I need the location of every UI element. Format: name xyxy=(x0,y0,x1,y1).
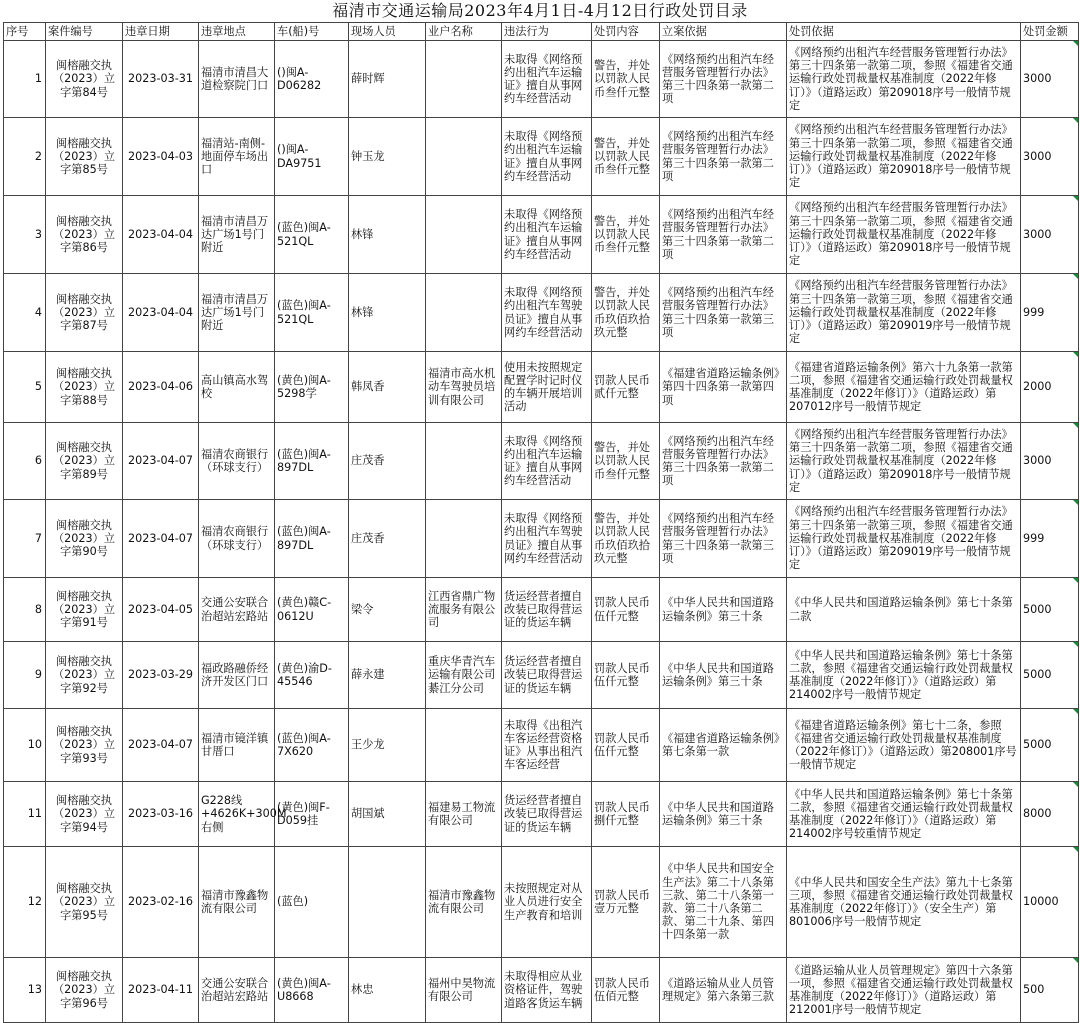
cell-date: 2023-04-06 xyxy=(123,352,199,423)
cell-officer: 胡国斌 xyxy=(349,782,426,847)
cell-officer: 庄茂香 xyxy=(349,423,426,500)
cell-location: 福清站-南侧-地面停车场出口 xyxy=(199,118,275,196)
cell-amount: 5000 xyxy=(1021,642,1079,709)
cell-company: 江西省鼎广物流服务有限公司 xyxy=(426,578,502,642)
cell-seq: 13 xyxy=(4,958,46,1023)
column-header: 序号 xyxy=(4,23,46,41)
cell-location: G228线+4626K+300M右侧 xyxy=(199,782,275,847)
cell-seq: 11 xyxy=(4,782,46,847)
cell-penalty: 警告，并处以罚款人民币玖佰玖拾玖元整 xyxy=(592,500,660,578)
cell-vehicle: (黄色)闽A-U8668 xyxy=(275,958,349,1023)
page-title: 福清市交通运输局2023年4月1日-4月12日行政处罚目录 xyxy=(332,1,748,20)
cell-location: 福清市清昌万达广场1号门附近 xyxy=(199,274,275,352)
cell-violation: 未按照规定对从业人员进行安全生产教育和培训 xyxy=(502,847,592,958)
cell-filing-basis: 《福建省道路运输条例》第七条第一款 xyxy=(660,709,787,782)
cell-officer: 王少龙 xyxy=(349,709,426,782)
cell-case-no: 闽榕融交执（2023）立字第90号 xyxy=(46,500,123,578)
penalty-table xyxy=(3,22,1079,1023)
column-header: 立案依据 xyxy=(660,23,787,41)
cell-penalty-basis: 《网络预约出租汽车经营服务管理暂行办法》第三十四条第一款第三项，参照《福建省交通运输行政处罚裁量权基准制度（2022年修订）》（道路运政）第209019序号一般情节规定 xyxy=(787,274,1021,352)
cell-date: 2023-04-04 xyxy=(123,196,199,274)
cell-vehicle: ()闽A-DA9751 xyxy=(275,118,349,196)
cell-date: 2023-04-07 xyxy=(123,709,199,782)
cell-seq: 4 xyxy=(4,274,46,352)
cell-vehicle: (蓝色) xyxy=(275,847,349,958)
cell-filing-basis: 《网络预约出租汽车经营服务管理暂行办法》第三十四条第一款第三项 xyxy=(660,500,787,578)
cell-date: 2023-03-29 xyxy=(123,642,199,709)
cell-penalty-basis: 《网络预约出租汽车经营服务管理暂行办法》第三十四条第一款第二项，参照《福建省交通运输行政处罚裁量权基准制度（2022年修订）》（道路运政）第209018序号一般情节规定 xyxy=(787,41,1021,118)
cell-date: 2023-04-11 xyxy=(123,958,199,1023)
cell-violation: 未取得相应从业资格证件，驾驶道路客货运车辆 xyxy=(502,958,592,1023)
cell-amount: 5000 xyxy=(1021,709,1079,782)
cell-penalty: 警告，并处以罚款人民币叁仟元整 xyxy=(592,196,660,274)
cell-penalty: 警告，并处以罚款人民币叁仟元整 xyxy=(592,41,660,118)
cell-date: 2023-04-05 xyxy=(123,578,199,642)
cell-filing-basis: 《中华人民共和国安全生产法》第二十八条第三款、第二十八条第一款、第二十八条第二款、第二十九条、第四十四条第一款 xyxy=(660,847,787,958)
cell-penalty: 罚款人民币捌仟元整 xyxy=(592,782,660,847)
column-header: 车(船)号 xyxy=(275,23,349,41)
cell-date: 2023-04-04 xyxy=(123,274,199,352)
cell-company xyxy=(426,274,502,352)
cell-violation: 货运经营者擅自改装已取得营运证的货运车辆 xyxy=(502,578,592,642)
cell-officer: 钟玉龙 xyxy=(349,118,426,196)
cell-seq: 9 xyxy=(4,642,46,709)
table-row xyxy=(4,958,1079,1023)
cell-seq: 7 xyxy=(4,500,46,578)
table-row xyxy=(4,500,1079,578)
cell-company xyxy=(426,709,502,782)
cell-case-no: 闽榕融交执（2023）立字第96号 xyxy=(46,958,123,1023)
cell-company xyxy=(426,41,502,118)
cell-case-no: 闽榕融交执（2023）立字第91号 xyxy=(46,578,123,642)
column-header: 业户名称 xyxy=(426,23,502,41)
cell-filing-basis: 《道路运输从业人员管理规定》第六条第三款 xyxy=(660,958,787,1023)
cell-penalty: 罚款人民币壹万元整 xyxy=(592,847,660,958)
cell-violation: 使用未按照规定配置学时记时仪的车辆开展培训活动 xyxy=(502,352,592,423)
cell-location: 福清市清昌大道检察院门口 xyxy=(199,41,275,118)
cell-officer: 梁令 xyxy=(349,578,426,642)
cell-penalty-basis: 《网络预约出租汽车经营服务管理暂行办法》第三十四条第一款第二项，参照《福建省交通运输行政处罚裁量权基准制度（2022年修订）》（道路运政）第209018序号一般情节规定 xyxy=(787,118,1021,196)
cell-filing-basis: 《中华人民共和国道路运输条例》第三十条 xyxy=(660,642,787,709)
cell-company: 福州中昊物流有限公司 xyxy=(426,958,502,1023)
cell-penalty-basis: 《中华人民共和国安全生产法》第九十七条第三项，参照《福建省交通运输行政处罚裁量权基准制度（2022年修订）》（安全生产）第801006序号一般情节规定 xyxy=(787,847,1021,958)
cell-company xyxy=(426,118,502,196)
cell-penalty-basis: 《中华人民共和国道路运输条例》第七十条第二款 xyxy=(787,578,1021,642)
cell-penalty-basis: 《中华人民共和国道路运输条例》第七十条第二款，参照《福建省交通运输行政处罚裁量权基准制度（2022年修订）》（道路运政）第214002序号较重情节规定 xyxy=(787,782,1021,847)
table-header-row xyxy=(4,23,1079,41)
cell-amount: 999 xyxy=(1021,500,1079,578)
cell-case-no: 闽榕融交执（2023）立字第93号 xyxy=(46,709,123,782)
cell-filing-basis: 《中华人民共和国道路运输条例》第三十条 xyxy=(660,782,787,847)
cell-location: 福清市豫鑫物流有限公司 xyxy=(199,847,275,958)
cell-amount: 3000 xyxy=(1021,196,1079,274)
cell-vehicle: (蓝色)闽A-521QL xyxy=(275,274,349,352)
cell-officer: 薛时辉 xyxy=(349,41,426,118)
cell-company xyxy=(426,500,502,578)
table-row xyxy=(4,642,1079,709)
cell-vehicle: (黄色)闽F-D059挂 xyxy=(275,782,349,847)
cell-penalty-basis: 《福建省道路运输条例》第六十九条第一款第二项，参照《福建省交通运输行政处罚裁量权基准制度（2022年修订）》（道路运政）第207012序号一般情节规定 xyxy=(787,352,1021,423)
cell-penalty: 警告，并处以罚款人民币叁仟元整 xyxy=(592,118,660,196)
table-row xyxy=(4,847,1079,958)
cell-vehicle: (黄色)赣C-0612U xyxy=(275,578,349,642)
column-header: 违章日期 xyxy=(123,23,199,41)
table-row xyxy=(4,423,1079,500)
cell-vehicle: (蓝色)闽A-7X620 xyxy=(275,709,349,782)
cell-officer: 庄茂香 xyxy=(349,500,426,578)
cell-case-no: 闽榕融交执（2023）立字第86号 xyxy=(46,196,123,274)
table-row xyxy=(4,352,1079,423)
cell-location: 交通公安联合治超站宏路站 xyxy=(199,578,275,642)
cell-seq: 2 xyxy=(4,118,46,196)
cell-amount: 10000 xyxy=(1021,847,1079,958)
cell-vehicle: (蓝色)闽A-897DL xyxy=(275,500,349,578)
cell-vehicle: (蓝色)闽A-521QL xyxy=(275,196,349,274)
cell-location: 福清农商银行（环球支行） xyxy=(199,423,275,500)
table-row xyxy=(4,709,1079,782)
cell-case-no: 闽榕融交执（2023）立字第94号 xyxy=(46,782,123,847)
cell-violation: 未取得《网络预约出租汽车运输证》擅自从事网约车经营活动 xyxy=(502,423,592,500)
column-header: 现场人员 xyxy=(349,23,426,41)
column-header: 处罚依据 xyxy=(787,23,1021,41)
column-header: 处罚内容 xyxy=(592,23,660,41)
cell-filing-basis: 《福建省道路运输条例》第四十四条第一款第四项 xyxy=(660,352,787,423)
cell-company: 福清市豫鑫物流有限公司 xyxy=(426,847,502,958)
cell-violation: 未取得《网络预约出租汽车运输证》擅自从事网约车经营活动 xyxy=(502,118,592,196)
cell-date: 2023-04-03 xyxy=(123,118,199,196)
cell-penalty: 警告，并处以罚款人民币叁仟元整 xyxy=(592,423,660,500)
cell-case-no: 闽榕融交执（2023）立字第89号 xyxy=(46,423,123,500)
cell-date: 2023-04-07 xyxy=(123,423,199,500)
table-row xyxy=(4,274,1079,352)
cell-violation: 未取得《网络预约出租汽车驾驶员证》擅自从事网约车经营活动 xyxy=(502,500,592,578)
cell-case-no: 闽榕融交执（2023）立字第87号 xyxy=(46,274,123,352)
cell-seq: 8 xyxy=(4,578,46,642)
cell-amount: 2000 xyxy=(1021,352,1079,423)
cell-company: 福清市高水机动车驾驶员培训有限公司 xyxy=(426,352,502,423)
cell-amount: 3000 xyxy=(1021,118,1079,196)
cell-date: 2023-03-31 xyxy=(123,41,199,118)
table-row xyxy=(4,782,1079,847)
cell-penalty: 罚款人民币伍仟元整 xyxy=(592,578,660,642)
table-row xyxy=(4,578,1079,642)
cell-location: 福清市清昌万达广场1号门附近 xyxy=(199,196,275,274)
cell-penalty: 罚款人民币伍佰元整 xyxy=(592,958,660,1023)
cell-violation: 未取得《网络预约出租汽车驾驶员证》擅自从事网约车经营活动 xyxy=(502,274,592,352)
cell-vehicle: (黄色)渝D-45546 xyxy=(275,642,349,709)
cell-officer: 林忠 xyxy=(349,958,426,1023)
cell-penalty-basis: 《道路运输从业人员管理规定》第四十六条第一项，参照《福建省交通运输行政处罚裁量权基准制度（2022年修订）》（道路运政）第212001序号一般情节规定 xyxy=(787,958,1021,1023)
cell-violation: 未取得《出租汽车客运经营资格证》从事出租汽车客运经营 xyxy=(502,709,592,782)
cell-penalty: 罚款人民币伍仟元整 xyxy=(592,709,660,782)
cell-filing-basis: 《网络预约出租汽车经营服务管理暂行办法》第三十四条第一款第三项 xyxy=(660,274,787,352)
cell-penalty-basis: 《福建省道路运输条例》第七十二条，参照《福建省交通运输行政处罚裁量权基准制度（2022年修订）》（道路运政）第208001序号一般情节规定 xyxy=(787,709,1021,782)
cell-case-no: 闽榕融交执（2023）立字第84号 xyxy=(46,41,123,118)
cell-penalty-basis: 《中华人民共和国道路运输条例》第七十条第二款，参照《福建省交通运输行政处罚裁量权基准制度（2022年修订）》（道路运政）第214002序号一般情节规定 xyxy=(787,642,1021,709)
cell-penalty-basis: 《网络预约出租汽车经营服务管理暂行办法》第三十四条第一款第二项，参照《福建省交通运输行政处罚裁量权基准制度（2022年修订）》（道路运政）第209018序号一般情节规定 xyxy=(787,196,1021,274)
cell-violation: 未取得《网络预约出租汽车运输证》擅自从事网约车经营活动 xyxy=(502,196,592,274)
cell-penalty: 罚款人民币贰仟元整 xyxy=(592,352,660,423)
cell-vehicle: (蓝色)闽A-897DL xyxy=(275,423,349,500)
cell-filing-basis: 《网络预约出租汽车经营服务管理暂行办法》第三十四条第一款第二项 xyxy=(660,423,787,500)
cell-violation: 货运经营者擅自改装已取得营运证的货运车辆 xyxy=(502,642,592,709)
cell-penalty: 警告，并处以罚款人民币玖佰玖拾玖元整 xyxy=(592,274,660,352)
cell-company xyxy=(426,423,502,500)
cell-filing-basis: 《中华人民共和国道路运输条例》第三十条 xyxy=(660,578,787,642)
cell-vehicle: ()闽A-D06282 xyxy=(275,41,349,118)
table-row xyxy=(4,196,1079,274)
cell-penalty: 罚款人民币伍仟元整 xyxy=(592,642,660,709)
cell-amount: 999 xyxy=(1021,274,1079,352)
cell-filing-basis: 《网络预约出租汽车经营服务管理暂行办法》第三十四条第一款第二项 xyxy=(660,196,787,274)
table-row xyxy=(4,41,1079,118)
cell-seq: 6 xyxy=(4,423,46,500)
cell-case-no: 闽榕融交执（2023）立字第88号 xyxy=(46,352,123,423)
cell-filing-basis: 《网络预约出租汽车经营服务管理暂行办法》第三十四条第一款第二项 xyxy=(660,41,787,118)
cell-date: 2023-03-16 xyxy=(123,782,199,847)
cell-date: 2023-02-16 xyxy=(123,847,199,958)
cell-seq: 5 xyxy=(4,352,46,423)
column-header: 案件编号 xyxy=(46,23,123,41)
cell-amount: 3000 xyxy=(1021,41,1079,118)
column-header: 违章地点 xyxy=(199,23,275,41)
cell-company xyxy=(426,196,502,274)
cell-seq: 10 xyxy=(4,709,46,782)
cell-officer xyxy=(349,847,426,958)
column-header: 违法行为 xyxy=(502,23,592,41)
cell-company: 重庆华青汽车运输有限公司綦江分公司 xyxy=(426,642,502,709)
cell-location: 高山镇高水驾校 xyxy=(199,352,275,423)
cell-vehicle: (黄色)闽A-5298学 xyxy=(275,352,349,423)
cell-location: 福清市镜洋镇甘厝口 xyxy=(199,709,275,782)
cell-violation: 货运经营者擅自改装已取得营运证的货运车辆 xyxy=(502,782,592,847)
cell-violation: 未取得《网络预约出租汽车运输证》擅自从事网约车经营活动 xyxy=(502,41,592,118)
cell-filing-basis: 《网络预约出租汽车经营服务管理暂行办法》第三十四条第一款第二项 xyxy=(660,118,787,196)
cell-seq: 3 xyxy=(4,196,46,274)
cell-amount: 5000 xyxy=(1021,578,1079,642)
cell-location: 交通公安联合治超站宏路站 xyxy=(199,958,275,1023)
table-body xyxy=(4,41,1079,1023)
cell-officer: 林锋 xyxy=(349,196,426,274)
cell-amount: 500 xyxy=(1021,958,1079,1023)
column-header: 处罚金额 xyxy=(1021,23,1079,41)
cell-penalty-basis: 《网络预约出租汽车经营服务管理暂行办法》第三十四条第一款第二项，参照《福建省交通运输行政处罚裁量权基准制度（2022年修订）》（道路运政）第209018序号一般情节规定 xyxy=(787,423,1021,500)
cell-case-no: 闽榕融交执（2023）立字第85号 xyxy=(46,118,123,196)
cell-company: 福建易工物流有限公司 xyxy=(426,782,502,847)
cell-officer: 林锋 xyxy=(349,274,426,352)
cell-date: 2023-04-07 xyxy=(123,500,199,578)
cell-case-no: 闽榕融交执（2023）立字第92号 xyxy=(46,642,123,709)
cell-officer: 韩凤香 xyxy=(349,352,426,423)
cell-location: 福政路融侨经济开发区门口 xyxy=(199,642,275,709)
cell-seq: 1 xyxy=(4,41,46,118)
cell-officer: 薛永建 xyxy=(349,642,426,709)
cell-amount: 3000 xyxy=(1021,423,1079,500)
table-row xyxy=(4,118,1079,196)
cell-case-no: 闽榕融交执（2023）立字第95号 xyxy=(46,847,123,958)
cell-location: 福清农商银行（环球支行） xyxy=(199,500,275,578)
cell-penalty-basis: 《网络预约出租汽车经营服务管理暂行办法》第三十四条第一款第三项，参照《福建省交通运输行政处罚裁量权基准制度（2022年修订）》（道路运政）第209019序号一般情节规定 xyxy=(787,500,1021,578)
cell-amount: 8000 xyxy=(1021,782,1079,847)
cell-seq: 12 xyxy=(4,847,46,958)
